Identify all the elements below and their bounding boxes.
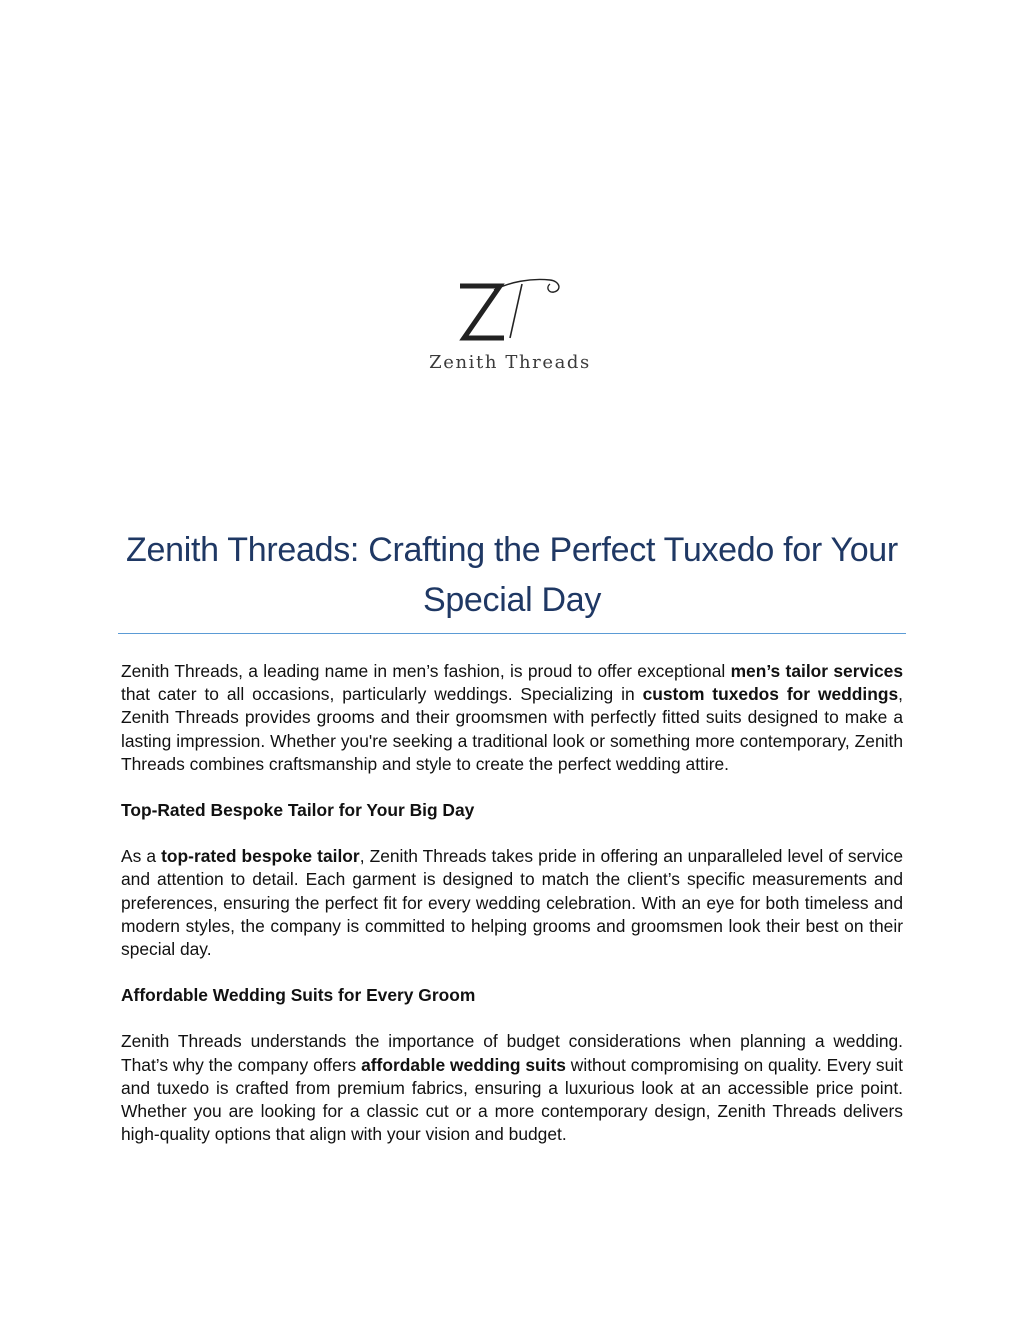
intro-paragraph <box>121 660 903 776</box>
brand-logo <box>410 272 610 382</box>
bold-phrase: custom tuxedos for weddings <box>642 684 899 705</box>
title-underline-rule <box>118 633 906 634</box>
zt-monogram-logo <box>450 272 570 344</box>
logo-wordmark: Zenith Threads <box>429 352 591 373</box>
text-run: , Zenith Threads provides grooms and their groomsmen with perfectly fitted suits designed to make a lasting impression. Whether you're seeking a traditional look or something more contemporary, Zenith Threads combines craftsmanship and style to create the perfect wedding attire. <box>121 684 903 774</box>
text-run: that cater to all occasions, particularly weddings. Specializing in <box>121 684 643 705</box>
text-run: Zenith Threads understands the importance of budget considerations when planning a wedding. That’s why the company offers <box>121 1031 903 1075</box>
text-run: Zenith Threads, a leading name in men’s fashion, is proud to offer exceptional <box>121 661 731 681</box>
bold-phrase: affordable wedding suits <box>361 1054 566 1075</box>
text-run: without compromising on quality. Every suit and tuxedo is crafted from premium fabrics, ensuring a luxurious look at an accessible price point. Whether you are looking for a classic cut or a more contemporary design, Zenith Threads delivers high-quality options that align with your vision and budget. <box>121 1054 903 1145</box>
text-run: As a <box>121 846 162 867</box>
section-heading: Affordable Wedding Suits for Every Groom <box>121 985 476 1006</box>
section-heading: Top-Rated Bespoke Tailor for Your Big Day <box>121 800 475 821</box>
section-paragraph <box>121 845 903 961</box>
bold-phrase: top-rated bespoke tailor <box>161 846 360 867</box>
bold-phrase: men’s tailor services <box>730 661 903 681</box>
section-paragraph <box>121 1030 903 1146</box>
text-run: , Zenith Threads takes pride in offering an unparalleled level of service and attention to detail. Each garment is designed to match the client’s specific measurements and preferences, ensuring the perfect fit for every wedding celebration. With an eye for both timeless and modern styles, the company is committed to helping grooms and groomsmen look their best on their special day. <box>121 846 904 960</box>
document-title: Zenith Threads: Crafting the Perfect Tuxedo for Your Special Day <box>126 531 898 619</box>
document-body <box>121 660 903 1169</box>
